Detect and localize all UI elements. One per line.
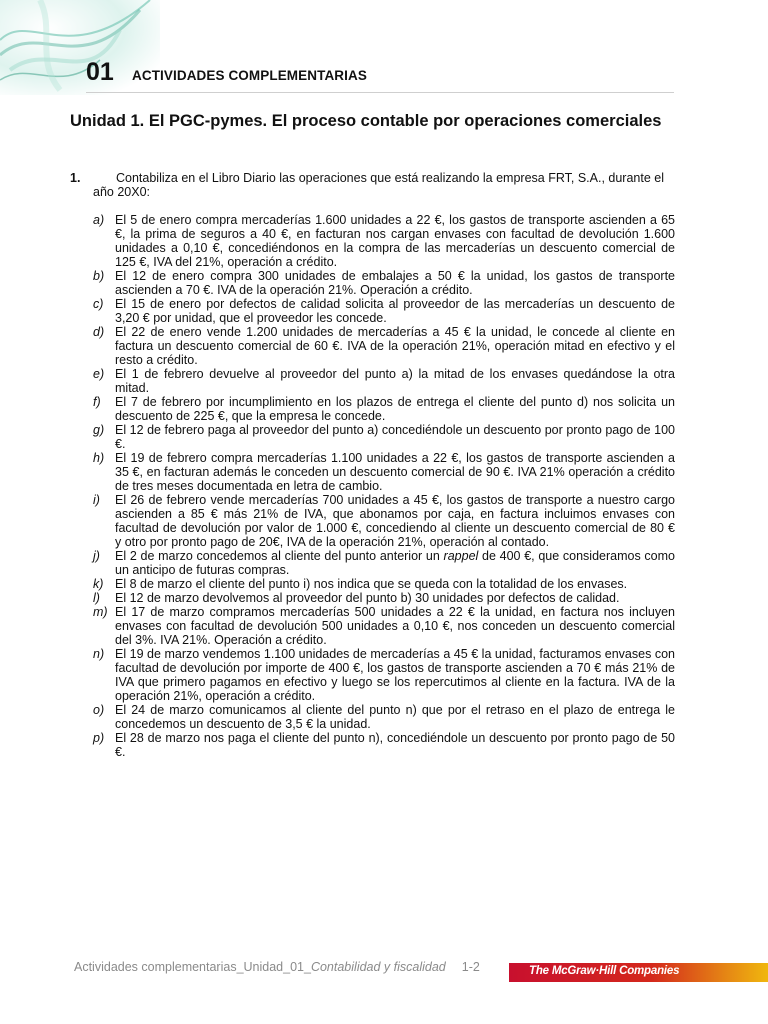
item-letter: l) (93, 591, 100, 605)
list-item (93, 325, 675, 367)
item-text: El 12 de febrero paga al proveedor del punto a) concediéndole un descuento por pronto pago de 100 €. (115, 423, 675, 451)
item-letter: o) (93, 703, 105, 717)
list-item (93, 213, 675, 269)
item-letter: a) (93, 213, 105, 227)
item-text-emphasis: rappel (443, 549, 479, 563)
item-text: El 17 de marzo compramos mercaderías 500 unidades a 22 € la unidad, en factura nos incluyen envases con facultad de devolución 500 unidades a 0,10 €, nos conceden un descuento comercial del 3%. IVA 21%. Operación a crédito. (115, 605, 675, 647)
list-item (93, 297, 675, 325)
publisher-logo-bar (509, 963, 768, 982)
question-number: 1. (70, 171, 81, 185)
list-item (93, 451, 675, 493)
item-text-before: El 2 de marzo concedemos al cliente del punto anterior un (115, 549, 444, 563)
item-text: El 12 de enero compra 300 unidades de embalajes a 50 € la unidad, los gastos de transporte ascienden a 70 €. IVA de la operación 21%. Operación a crédito. (115, 269, 675, 297)
chapter-number: 01 (86, 58, 114, 86)
list-item (93, 577, 675, 591)
item-letter: e) (93, 367, 105, 381)
item-text-after: de 400 €, que consideramos como un anticipo de futuras compras. (115, 549, 675, 577)
page-number: 1-2 (461, 960, 480, 974)
publisher-logo-text: The McGraw·Hill Companies (529, 965, 680, 977)
item-text: El 15 de enero por defectos de calidad solicita al proveedor de las mercaderías un descuento de 3,20 € por unidad, que el proveedor les concede. (115, 297, 675, 325)
item-text: El 7 de febrero por incumplimiento en los plazos de entrega el cliente del punto d) nos solicita un descuento de 225 €, que la empresa le concede. (115, 395, 675, 423)
page-header (86, 58, 674, 93)
item-text: El 5 de enero compra mercaderías 1.600 unidades a 22 €, los gastos de transporte ascienden a 65 €, la prima de seguros a 40 €, en facturan nos cargan envases con facultad de devolución 1.600 unidades a 0,10 €, concediéndonos en la compra de las mercaderías un descuento comercial de 125 €, IVA del 21%, operación a crédito. (115, 213, 675, 269)
item-text: El 12 de marzo devolvemos al proveedor del punto b) 30 unidades por defectos de calidad. (115, 591, 620, 605)
chapter-title: ACTIVIDADES COMPLEMENTARIAS (132, 68, 367, 83)
item-text: El 22 de enero vende 1.200 unidades de mercaderías a 45 € la unidad, le concede al cliente en factura un descuento comercial de 60 €. IVA de la operación 21%, operación mitad en efectivo y el resto a crédito. (115, 325, 675, 367)
list-item (93, 269, 675, 297)
item-letter: g) (93, 423, 105, 437)
item-letter: j) (93, 549, 100, 563)
unit-title: Unidad 1. El PGC-pymes. El proceso contable por operaciones comerciales (70, 112, 662, 130)
item-letter: b) (93, 269, 105, 283)
list-item (93, 395, 675, 423)
page-footer (74, 960, 480, 974)
item-letter: k) (93, 577, 104, 591)
list-item (93, 591, 675, 605)
list-item (93, 367, 675, 395)
footer-doc-subject: Contabilidad y fiscalidad (310, 960, 446, 974)
item-text: El 28 de marzo nos paga el cliente del punto n), concediéndole un descuento por pronto pago de 50 €. (115, 731, 675, 759)
item-letter: i) (93, 493, 100, 507)
item-text: El 1 de febrero devuelve al proveedor del punto a) la mitad de los envases quedándose la otra mitad. (115, 367, 675, 395)
list-item (93, 423, 675, 451)
list-item (93, 703, 675, 731)
item-text: El 24 de marzo comunicamos al cliente del punto n) que por el retraso en el plazo de entrega le concedemos un descuento de 3,5 € la unidad. (115, 703, 675, 731)
item-letter: d) (93, 325, 105, 339)
item-text: El 19 de marzo vendemos 1.100 unidades de mercaderías a 45 € la unidad, facturamos envases con facultad de devolución por importe de 400 €, los gastos de transporte ascienden a 70 € más 21% de IVA que primero pagamos en efectivo y luego se los repercutimos al cliente en la factura. IVA de la operación 21%, operación a crédito. (115, 647, 675, 703)
question-intro: Contabiliza en el Libro Diario las operaciones que está realizando la empresa FRT, S.A., durante el año 20X0: (93, 171, 664, 199)
question-items (93, 213, 675, 759)
item-text: El 19 de febrero compra mercaderías 1.100 unidades a 22 €, los gastos de transporte ascienden a 35 €, en facturan además le conceden un descuento comercial de 90 €. IVA 21% operación a crédito de tres meses documentada en letra de cambio. (115, 451, 675, 493)
footer-doc-name: Actividades complementarias_Unidad_01_ (74, 960, 311, 974)
item-letter: m) (93, 605, 108, 619)
item-letter: f) (93, 395, 101, 409)
list-item (93, 605, 675, 647)
item-text: El 8 de marzo el cliente del punto i) nos indica que se queda con la totalidad de los envases. (115, 577, 628, 591)
list-item (93, 647, 675, 703)
list-item (93, 493, 675, 549)
item-letter: p) (93, 731, 105, 745)
list-item (93, 549, 675, 577)
item-letter: n) (93, 647, 105, 661)
item-text: El 26 de febrero vende mercaderías 700 unidades a 45 €, los gastos de transporte a nuestro cargo ascienden a 85 € más 21% de IVA, que abonamos por caja, en factura incluimos envases con facultad de devolución por valor de 1.000 €, concediendo al cliente un descuento comercial de 80 € y otro por pronto pago de 20€, IVA de la operación 21%, operación al contado. (115, 493, 675, 549)
item-letter: c) (93, 297, 104, 311)
item-letter: h) (93, 451, 105, 465)
list-item (93, 731, 675, 759)
